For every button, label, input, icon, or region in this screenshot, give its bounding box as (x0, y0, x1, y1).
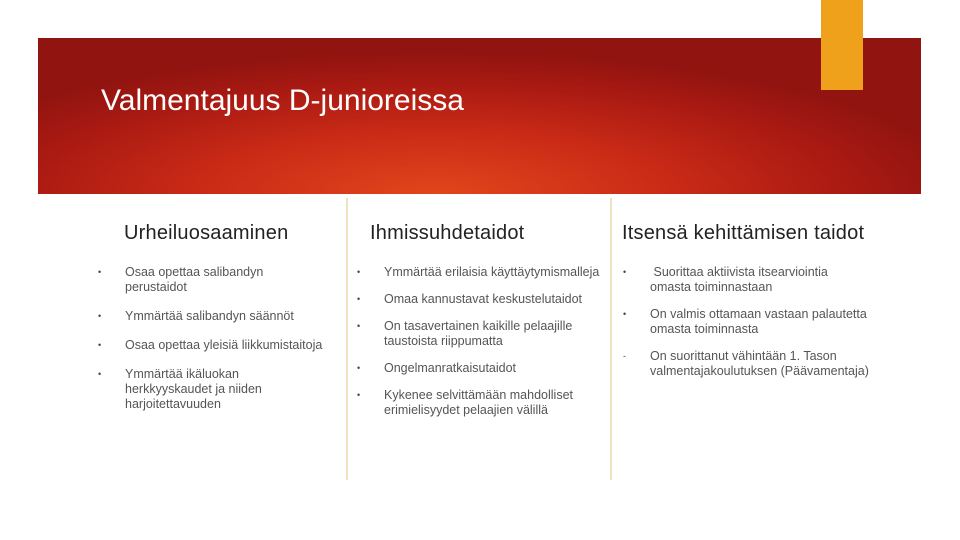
bullet-list (357, 265, 609, 418)
bullet-list (623, 265, 870, 379)
list-item (357, 292, 609, 307)
list-item-text: Osaa opettaa yleisiä liikkumistaitoja (125, 338, 323, 352)
bullet-icon: • (98, 311, 102, 321)
list-item-text: On suorittanut vähintään 1. Tason valmentajakoulutuksen (Päävamentaja) (650, 349, 869, 378)
list-item-text: Ongelmanratkaisutaidot (384, 361, 517, 375)
accent-bar (821, 0, 863, 90)
bullet-list (98, 265, 325, 412)
list-item (357, 319, 609, 349)
list-item-text: Kykenee selvittämään mahdolliset erimielisyydet pelaajien välillä (384, 388, 573, 417)
bullet-icon: • (357, 321, 361, 331)
list-item-text: On tasavertainen kaikille pelaajille taustoista riippumatta (384, 319, 573, 348)
list-item-text: Osaa opettaa salibandyn perustaidot (125, 265, 264, 294)
list-item (98, 367, 325, 412)
bullet-icon: • (98, 369, 102, 379)
list-item-text: Ymmärtää salibandyn säännöt (125, 309, 294, 323)
bullet-icon: • (357, 390, 361, 400)
column-divider-2 (610, 198, 612, 480)
bullet-icon: • (357, 294, 361, 304)
bullet-icon: - (623, 351, 626, 361)
bullet-icon: • (357, 267, 361, 277)
list-item (623, 265, 870, 295)
list-item (98, 265, 325, 295)
list-item-text: Ymmärtää ikäluokan herkkyyskaudet ja niiden harjoitettavuuden (125, 367, 262, 411)
list-item (357, 361, 609, 376)
list-item (98, 338, 325, 353)
bullet-icon: • (623, 309, 627, 319)
column-divider-1 (346, 198, 348, 480)
list-item-text: Omaa kannustavat keskustelutaidot (384, 292, 583, 306)
column-heading: Ihmissuhdetaidot (370, 222, 525, 244)
list-item (623, 349, 870, 379)
column-urheiluosaaminen (98, 222, 325, 412)
column-ihmissuhdetaidot (357, 222, 609, 418)
list-item (357, 388, 609, 418)
bullet-icon: • (98, 267, 102, 277)
bullet-icon: • (98, 340, 102, 350)
list-item-text: Suorittaa aktiivista itsearviointia omasta toiminnastaan (650, 265, 832, 294)
slide-title: Valmentajuus D-junioreissa (101, 84, 464, 117)
list-item (357, 265, 609, 280)
column-heading: Urheiluosaaminen (124, 222, 289, 244)
bullet-icon: • (357, 363, 361, 373)
list-item-text: Ymmärtää erilaisia käyttäytymismalleja (384, 265, 600, 279)
column-itsensa-kehittamisen-taidot (622, 222, 942, 379)
bullet-icon: • (623, 267, 627, 277)
list-item (623, 307, 870, 337)
list-item (98, 309, 325, 324)
list-item-text: On valmis ottamaan vastaan palautetta omasta toiminnasta (650, 307, 867, 336)
column-heading: Itsensä kehittämisen taidot (622, 222, 865, 244)
